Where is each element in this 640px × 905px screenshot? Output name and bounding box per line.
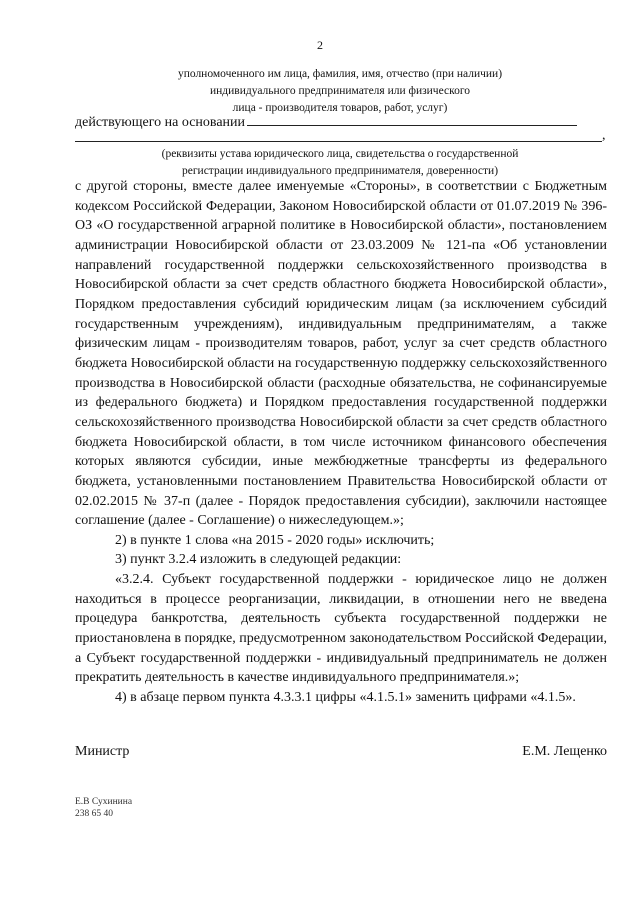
signature-name: Е.М. Лещенко: [522, 744, 607, 759]
trailing-comma: ,: [602, 128, 606, 143]
caption-line: индивидуального предпринимателя или физического: [209, 85, 471, 97]
paragraph-item-4: 4) в абзаце первом пункта 4.3.3.1 цифры «4.1.5.1» заменить цифрами «4.1.5».: [115, 690, 576, 706]
caption-line: лица - производителя товаров, работ, услуг): [232, 102, 448, 114]
caption-line: регистрации индивидуального предпринимателя, доверенности): [181, 165, 499, 177]
paragraph-item-2: 2) в пункте 1 слова «на 2015 - 2020 годы» исключить;: [115, 532, 435, 548]
signature-position: Министр: [75, 744, 130, 759]
executor-block: [75, 796, 132, 820]
blank-rule-line: [75, 141, 602, 142]
caption-line: (реквизиты устава юридического лица, свидетельства о государственной: [161, 148, 519, 160]
executor-phone: 238 65 40: [75, 809, 113, 819]
paragraph-item-3: 3) пункт 3.2.4 изложить в следующей редакции:: [115, 552, 402, 568]
caption-representative: [75, 66, 605, 117]
caption-line: уполномоченного им лица, фамилия, имя, отчество (при наличии): [177, 68, 503, 80]
paragraph-quote-3-2-4: «3.2.4. Субъект государственной поддержки - юридическое лицо не должен находиться в процессе реорганизации, ликвидации, в отношении него не введена процедура банкротства, деятельность субъекта государственной поддержки не приостановлена в порядке, предусмотренном законодательством Российской Федерации, а Субъект государственной поддержки - индивидуальный предприниматель не должен прекратить деятельность в качестве индивидуального предпринимателя.»;: [75, 572, 607, 686]
basis-label: действующего на основании: [75, 115, 246, 130]
page-number: 2: [317, 38, 323, 52]
basis-blank-line: [247, 113, 577, 126]
basis-line: [75, 113, 605, 132]
executor-name: Е.В Сухинина: [75, 797, 133, 807]
caption-requisites: [75, 146, 605, 180]
paragraph-preamble: с другой стороны, вместе далее именуемые «Стороны», в соответствии с Бюджетным кодексом Российской Федерации, Законом Новосибирской области от 01.07.2019 № 396-ОЗ «О государственной аграрной политике в Новосибирской области», постановлением администрации Новосибирской области от 23.03.2009 № 121-па «Об установлении направлений государственной поддержки сельскохозяйственного производства в Новосибирской области за счет средств областного бюджета Новосибирской области», Порядком предоставления субсидий юридическим лицам (за исключением субсидий государственным учреждениям), индивидуальным предпринимателям, а также физическим лицам - производителям товаров, работ, услуг за счет средств областного бюджета Новосибирской области на государственную поддержку сельскохозяйственного производства в Новосибирской области (расходные обязательства, не софинансируемые из федерального бюджета) и Порядком предоставления государственной поддержки сельскохозяйственного производства Новосибирской области за счет средств областного бюджета Новосибирской области, в том числе источником финансового обеспечения которых являются субсидии, иные межбюджетные трансферты из федерального бюджета, установленными постановлением Правительства Новосибирской области от 02.02.2015 № 37-п (далее - Порядок предоставления субсидии), заключили настоящее соглашение (далее - Соглашение) о нижеследующем.»;: [75, 179, 607, 529]
document-body: [75, 177, 607, 708]
